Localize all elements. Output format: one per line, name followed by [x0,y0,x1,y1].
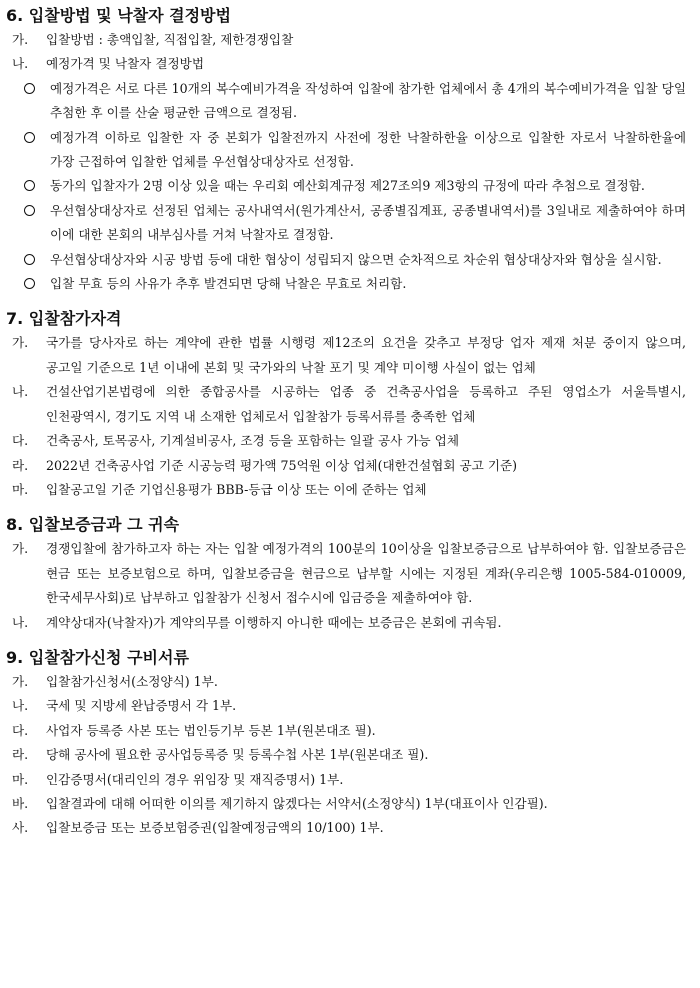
list-item [6,768,686,792]
circle-bullet-icon [24,254,35,265]
bullet-item [6,199,686,248]
item-text: 입찰결과에 대해 어떠한 이의를 제기하지 않겠다는 서약서(소정양식) 1부(대표이사 인감필). [46,795,548,811]
bullet-text: 우선협상대상자와 시공 방법 등에 대한 협상이 성립되지 않으면 순차적으로 차순위 협상대상자와 협상을 실시함. [50,251,662,267]
list-item [6,611,686,635]
section-title: 9. 입찰참가신청 구비서류 [6,647,189,667]
bullet-text: 예정가격 이하로 입찰한 자 중 본회가 입찰전까지 사전에 정한 낙찰하한율 이상으로 입찰한 자로서 낙찰하한율에 가장 근접하여 입찰한 업체를 우선협상대상자로 선정함. [50,129,686,170]
item-text: 입찰방법 : 총액입찰, 직접입찰, 제한경쟁입찰 [46,32,294,47]
item-text: 계약상대자(낙찰자)가 계약의무를 이행하지 아니한 때에는 보증금은 본회에 귀속됨. [46,614,502,630]
item-marker: 마. [12,481,29,497]
bullet-text: 입찰 무효 등의 사유가 추후 발견되면 당해 낙찰은 무효로 처리함. [50,276,407,292]
item-marker: 나. [12,698,29,714]
bullet-item [6,174,686,198]
bullet-item [6,248,686,272]
list-item [6,429,686,453]
item-text: 국세 및 지방세 완납증명서 각 1부. [46,698,237,714]
list-item [6,478,686,502]
bullet-item [6,272,686,296]
item-marker: 사. [12,820,29,836]
item-text: 입찰참가신청서(소정양식) 1부. [46,673,218,689]
item-marker: 나. [12,56,29,72]
item-text: 입찰보증금 또는 보증보험증권(입찰예정금액의 10/100) 1부. [46,820,384,836]
bullet-item [6,77,686,126]
section-7 [6,307,686,502]
bullet-text: 동가의 입찰자가 2명 이상 있을 때는 우리회 예산회계규정 제27조의9 제3항의 규정에 따라 추첨으로 결정함. [50,178,645,194]
item-marker: 나. [12,384,29,400]
item-text: 예정가격 및 낙찰자 결정방법 [46,56,204,72]
item-marker: 라. [12,457,29,473]
item-text: 경쟁입찰에 참가하고자 하는 자는 입찰 예정가격의 100분의 10이상을 입찰보증금으로 납부하여야 함. 입찰보증금은 현금 또는 보증보험으로 하며, 입찰보증금을 현금으로 납부할 시에는 지정된 계좌(우리은행 1005-584-010009, 한국세무사회)로 납부하고 입찰참가 신청서 접수시에 입금증을 제출하여야 함. [46,541,686,606]
list-item [6,380,686,429]
list-item [6,28,686,52]
bullet-text: 예정가격은 서로 다른 10개의 복수예비가격을 작성하여 입찰에 참가한 업체에서 총 4개의 복수예비가격을 입찰 당일 추첨한 후 이를 산술 평균한 금액으로 결정됨. [50,80,686,121]
item-marker: 다. [12,722,29,738]
list-item [6,331,686,380]
list-item [6,454,686,478]
item-text: 건설산업기본법령에 의한 종합공사를 시공하는 업종 중 건축공사업을 등록하고 주된 영업소가 서울특별시, 인천광역시, 경기도 지역 내 소재한 업체로서 입찰참가 등록서류를 충족한 업체 [46,384,686,424]
item-text: 인감증명서(대리인의 경우 위임장 및 재직증명서) 1부. [46,771,344,787]
section-title: 8. 입찰보증금과 그 귀속 [6,515,180,535]
list-item [6,743,686,767]
list-item [6,792,686,816]
item-marker: 바. [12,795,29,811]
item-text: 2022년 건축공사업 기준 시공능력 평가액 75억원 이상 업체(대한건설협회 공고 기준) [46,457,518,473]
item-text: 입찰공고일 기준 기업신용평가 BBB-등급 이상 또는 이에 준하는 업체 [46,481,427,497]
section-6 [6,4,686,296]
list-item [6,52,686,76]
section-title: 7. 입찰참가자격 [6,309,122,329]
item-marker: 가. [12,541,29,557]
circle-bullet-icon [24,205,35,216]
item-marker: 라. [12,747,29,763]
item-text: 사업자 등록증 사본 또는 법인등기부 등본 1부(원본대조 필). [46,722,376,738]
list-item [6,537,686,610]
section-9 [6,646,686,841]
list-item [6,694,686,718]
list-item [6,816,686,840]
item-text: 당해 공사에 필요한 공사업등록증 및 등록수첩 사본 1부(원본대조 필). [46,747,429,763]
item-marker: 나. [12,614,29,630]
item-text: 국가를 당사자로 하는 계약에 관한 법률 시행령 제12조의 요건을 갖추고 부정당 업자 제재 처분 중이지 않으며, 공고일 기준으로 1년 이내에 본회 및 국가와의 낙찰 포기 및 계약 미이행 사실이 없는 업체 [46,335,686,375]
circle-bullet-icon [24,132,35,143]
item-marker: 가. [12,32,29,47]
circle-bullet-icon [24,83,35,94]
item-marker: 다. [12,433,29,449]
bullet-item [6,126,686,175]
item-marker: 가. [12,335,29,351]
item-marker: 마. [12,771,29,787]
circle-bullet-icon [24,180,35,191]
item-marker: 가. [12,673,29,689]
list-item [6,719,686,743]
section-8 [6,513,686,635]
circle-bullet-icon [24,278,35,289]
list-item [6,670,686,694]
bullet-text: 우선협상대상자로 선정된 업체는 공사내역서(원가계산서, 공종별집계표, 공종별내역서)를 3일내로 제출하여야 하며 이에 대한 본회의 내부심사를 거쳐 낙찰자로 결정함. [50,202,686,243]
section-title: 6. 입찰방법 및 낙찰자 결정방법 [6,6,231,25]
item-text: 건축공사, 토목공사, 기계설비공사, 조경 등을 포함하는 일괄 공사 가능 업체 [46,433,460,449]
